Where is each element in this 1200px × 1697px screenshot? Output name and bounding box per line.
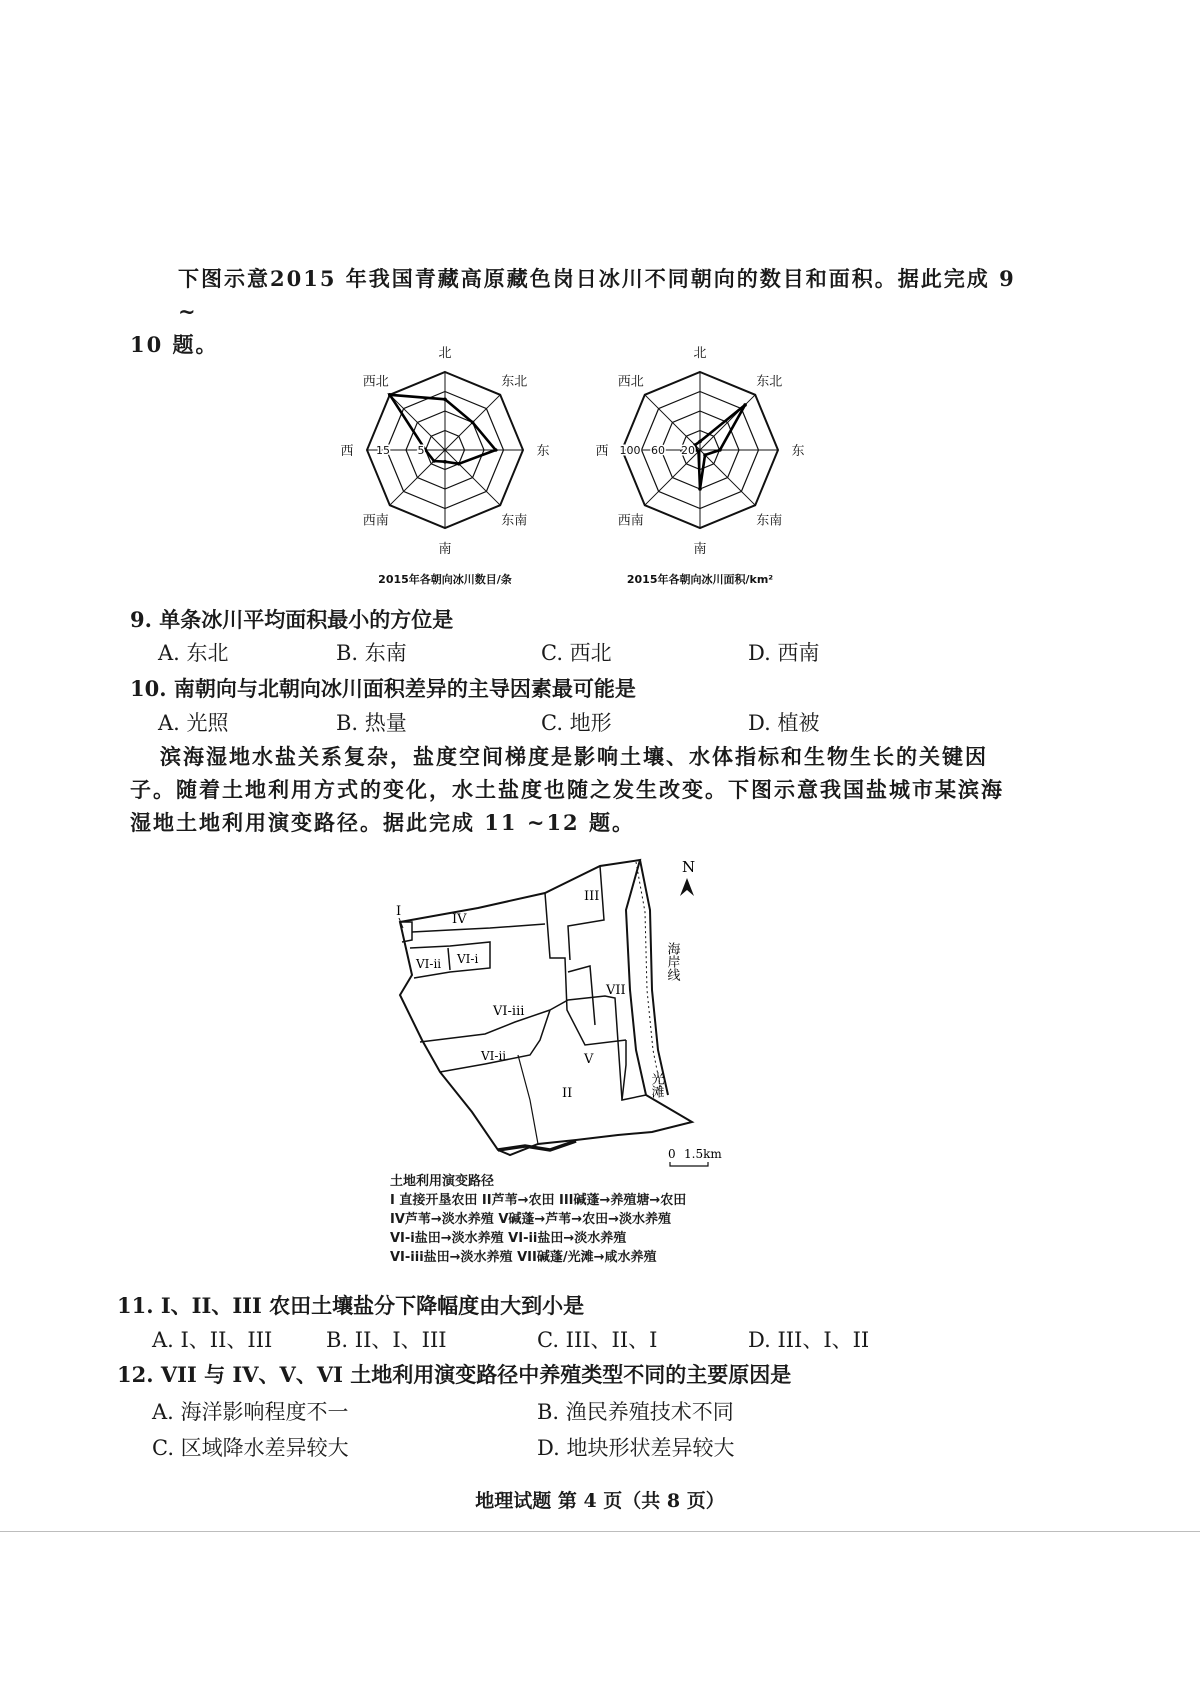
q10-option-a[interactable]: A. 光照 — [158, 711, 229, 735]
radar-tick-label: 5 — [417, 444, 425, 457]
radar-direction-label: 北 — [438, 346, 452, 361]
radar-data-point — [443, 398, 447, 402]
radar-direction-label: 西南 — [362, 513, 389, 529]
intro-paragraph-2 — [130, 740, 1030, 839]
region-vi-iii-label: VI-iii — [493, 1004, 525, 1019]
question-9-stem: 9. 单条冰川平均面积最小的方位是 — [130, 607, 454, 632]
radar-direction-label: 东南 — [756, 513, 783, 529]
radar-data-point — [698, 440, 702, 444]
legend-line-3: VI-i盐田→淡水养殖 VI-ii盐田→淡水养殖 — [390, 1231, 627, 1246]
q10-option-d[interactable]: D. 植被 — [748, 711, 820, 735]
region-ii-label: II — [562, 1086, 573, 1101]
legend-title: 土地利用演变路径 — [390, 1174, 495, 1189]
wetland-land-use-map — [390, 850, 750, 1170]
intro-2-line-2: 子。随着土地利用方式的变化，水土盐度也随之发生改变。下图示意我国盐城市某滨海 — [130, 777, 1004, 802]
radar-tick-label: 20 — [681, 444, 695, 457]
intro-1-line-1: 下图示意2015 年我国青藏高原藏色岗日冰川不同朝向的数目和面积。据此完成 9 ~ — [178, 266, 1016, 324]
radar-data-point — [718, 448, 722, 452]
beach-label: 光滩 — [648, 1072, 664, 1098]
radar-tick-label: 15 — [376, 444, 390, 457]
radar-data-point — [695, 448, 699, 452]
legend-line-2: IV芦苇→淡水养殖 V碱蓬→芦苇→农田→淡水养殖 — [390, 1212, 672, 1227]
region-i-label: I — [396, 904, 402, 919]
north-label: N — [682, 858, 696, 876]
radar-data-point — [494, 448, 498, 452]
radar-caption: 2015年各朝向冰川数目/条 — [378, 573, 512, 586]
legend-line-4: VI-iii盐田→淡水养殖 VII碱蓬/光滩→咸水养殖 — [390, 1250, 657, 1265]
q9-option-a[interactable]: A. 东北 — [158, 641, 229, 665]
radar-tick-label: 100 — [619, 444, 641, 457]
radar-direction-label: 西 — [595, 444, 609, 459]
intro-1-line-2: 10 题。 — [130, 332, 219, 357]
region-vii-label: VII — [606, 983, 626, 998]
intro-2-line-1: 滨海湿地水盐关系复杂，盐度空间梯度是影响土壤、水体指标和生物生长的关键因 — [160, 744, 988, 769]
q11-option-a[interactable]: A. I、II、III — [152, 1328, 273, 1352]
radar-direction-label: 东 — [536, 444, 550, 459]
radar-caption: 2015年各朝向冰川面积/km² — [626, 573, 774, 586]
radar-direction-label: 西北 — [362, 374, 389, 390]
radar-chart-glacier-count — [330, 335, 570, 590]
q9-option-b[interactable]: B. 东南 — [336, 641, 407, 665]
scale-bar — [670, 1162, 708, 1166]
radar-data-point — [432, 459, 436, 463]
radar-data-point — [743, 403, 747, 407]
q12-option-c[interactable]: C. 区域降水差异较大 — [152, 1436, 349, 1460]
q11-option-d[interactable]: D. III、I、II — [748, 1328, 870, 1352]
q12-option-a[interactable]: A. 海洋影响程度不一 — [152, 1400, 349, 1424]
region-vi-ii-label: VI-ii — [416, 957, 442, 971]
question-11-stem: 11. I、II、III 农田土壤盐分下降幅度由大到小是 — [117, 1293, 585, 1318]
q11-option-c[interactable]: C. III、II、I — [537, 1328, 658, 1352]
radar-direction-label: 西南 — [617, 513, 644, 529]
radar-direction-label: 西 — [340, 444, 354, 459]
question-12-stem: 12. VII 与 IV、V、VI 土地利用演变路径中养殖类型不同的主要原因是 — [117, 1362, 792, 1387]
radar-data-point — [698, 487, 702, 491]
question-10-stem: 10. 南朝向与北朝向冰川面积差异的主导因素最可能是 — [130, 676, 636, 701]
radar-chart-glacier-area — [575, 335, 825, 590]
region-v-label: V — [584, 1052, 594, 1067]
radar-direction-label: 东南 — [501, 513, 528, 529]
q12-option-b[interactable]: B. 渔民养殖技术不同 — [537, 1400, 734, 1424]
q9-option-d[interactable]: D. 西南 — [748, 641, 820, 665]
intro-2-line-3: 湿地土地利用演变路径。据此完成 11 ~12 题。 — [130, 810, 635, 835]
region-vi-i-label: VI-i — [457, 952, 479, 966]
q11-option-b[interactable]: B. II、I、III — [326, 1328, 447, 1352]
radar-direction-label: 南 — [438, 542, 452, 557]
q10-option-c[interactable]: C. 地形 — [541, 711, 612, 735]
region-iv-label: IV — [452, 912, 467, 927]
legend-line-1: I 直接开垦农田 II芦苇→农田 III碱蓬→养殖塘→农田 — [390, 1193, 687, 1208]
radar-data-point — [457, 462, 461, 466]
radar-direction-label: 北 — [693, 346, 707, 361]
radar-direction-label: 东北 — [756, 374, 783, 390]
radar-data-point — [388, 393, 392, 397]
land-use-legend — [390, 1172, 686, 1267]
region-iii-label: III — [584, 889, 600, 904]
region-vi-ii-2-label: VI-ii — [481, 1049, 507, 1063]
radar-tick-label: 60 — [651, 444, 665, 457]
radar-data-point — [471, 421, 475, 425]
q9-option-c[interactable]: C. 西北 — [541, 641, 612, 665]
radar-direction-label: 东 — [791, 444, 805, 459]
scale-zero: 0 — [668, 1147, 676, 1161]
page-footer: 地理试题 第 4 页（共 8 页） — [475, 1490, 725, 1512]
radar-direction-label: 南 — [693, 542, 707, 557]
radar-direction-label: 西北 — [617, 374, 644, 390]
q12-option-d[interactable]: D. 地块形状差异较大 — [537, 1436, 735, 1460]
q10-option-b[interactable]: B. 热量 — [336, 711, 407, 735]
radar-data-point — [703, 453, 707, 457]
radar-data-point — [443, 460, 447, 464]
north-arrow-icon — [680, 878, 694, 896]
coastline-label: 海岸线 — [664, 942, 680, 981]
radar-data-series — [390, 395, 496, 464]
scale-label: 1.5km — [684, 1147, 722, 1161]
page-bottom-rule — [0, 1531, 1200, 1532]
radar-direction-label: 东北 — [501, 374, 528, 390]
